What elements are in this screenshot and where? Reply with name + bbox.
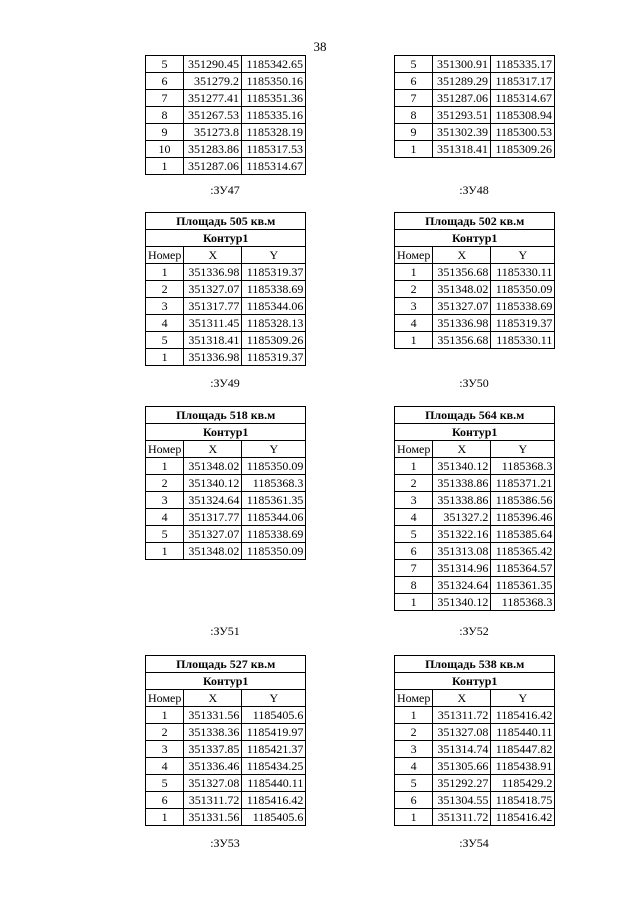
y-value: 1185361.35 [242,492,306,509]
y-value: 1185447.82 [491,741,555,758]
table-row [395,594,555,611]
x-value: 351317.77 [184,298,242,315]
point-number: 2 [146,475,184,492]
header-row [146,247,306,264]
coordinate-table-block [145,55,306,175]
area-title: Площадь 518 кв.м [146,407,306,424]
x-value: 351327.07 [433,298,491,315]
x-value: 351348.02 [184,543,242,560]
area-title: Площадь 538 кв.м [395,656,555,673]
coordinate-table [394,212,555,349]
y-value: 1185330.11 [491,264,555,281]
contour-title: Контур1 [395,230,555,247]
table-row [395,509,555,526]
coordinate-table-block [394,55,555,158]
x-value: 351302.39 [433,124,491,141]
x-value: 351356.68 [433,332,491,349]
table-row [146,124,306,141]
x-value: 351336.98 [184,264,242,281]
point-number: 5 [395,526,433,543]
header-x: X [184,247,242,264]
point-number: 1 [395,332,433,349]
y-value: 1185368.3 [242,475,306,492]
coordinate-table-block [394,655,555,826]
point-number: 2 [395,475,433,492]
x-value: 351348.02 [433,281,491,298]
point-number: 8 [395,107,433,124]
table-row [146,758,306,775]
y-value: 1185309.26 [242,332,306,349]
x-value: 351289.29 [433,73,491,90]
table-caption: :ЗУ48 [459,183,489,197]
y-value: 1185438.91 [491,758,555,775]
y-value: 1185319.37 [242,349,306,366]
point-number: 4 [146,315,184,332]
table-row [395,775,555,792]
y-value: 1185418.75 [491,792,555,809]
x-value: 351314.96 [433,560,491,577]
x-value: 351336.98 [184,349,242,366]
coordinate-table [394,655,555,826]
header-row [395,247,555,264]
y-value: 1185421.37 [242,741,306,758]
header-x: X [433,247,491,264]
point-number: 3 [146,741,184,758]
coordinate-table-block [145,212,306,366]
x-value: 351340.12 [184,475,242,492]
y-value: 1185386.56 [491,492,555,509]
x-value: 351318.41 [184,332,242,349]
y-value: 1185440.11 [491,724,555,741]
table-row [146,73,306,90]
y-value: 1185396.46 [491,509,555,526]
table-row [146,475,306,492]
table-caption: :ЗУ54 [459,836,489,850]
x-value: 351311.45 [184,315,242,332]
x-value: 351338.86 [433,492,491,509]
table-row [146,298,306,315]
area-title: Площадь 527 кв.м [146,656,306,673]
table-row [146,315,306,332]
y-value: 1185368.3 [491,594,555,611]
header-y: Y [491,690,555,707]
coordinate-table-block [145,655,306,826]
point-number: 3 [395,298,433,315]
y-value: 1185434.25 [242,758,306,775]
y-value: 1185335.17 [491,56,555,73]
y-value: 1185330.11 [491,332,555,349]
header-y: Y [491,441,555,458]
point-number: 10 [146,141,184,158]
table-row [146,526,306,543]
point-number: 2 [395,281,433,298]
header-x: X [433,441,491,458]
table-row [146,792,306,809]
point-number: 5 [395,775,433,792]
x-value: 351317.77 [184,509,242,526]
table-row [395,560,555,577]
point-number: 9 [146,124,184,141]
y-value: 1185300.53 [491,124,555,141]
y-value: 1185338.69 [242,281,306,298]
y-value: 1185344.06 [242,298,306,315]
table-row [146,158,306,175]
y-value: 1185350.09 [242,458,306,475]
table-row [395,792,555,809]
point-number: 5 [146,775,184,792]
area-row [395,407,555,424]
contour-row [395,673,555,690]
point-number: 1 [395,458,433,475]
x-value: 351290.45 [184,56,242,73]
point-number: 7 [146,90,184,107]
header-number: Номер [395,247,433,264]
x-value: 351336.98 [433,315,491,332]
table-row [395,124,555,141]
area-row [395,656,555,673]
header-number: Номер [146,247,184,264]
y-value: 1185319.37 [491,315,555,332]
table-row [146,707,306,724]
x-value: 351338.36 [184,724,242,741]
coordinate-table-block [394,212,555,349]
x-value: 351324.64 [184,492,242,509]
y-value: 1185350.16 [242,73,306,90]
point-number: 4 [395,758,433,775]
table-row [146,56,306,73]
x-value: 351305.66 [433,758,491,775]
point-number: 1 [146,458,184,475]
y-value: 1185351.36 [242,90,306,107]
point-number: 3 [395,492,433,509]
area-title: Площадь 502 кв.м [395,213,555,230]
table-caption: :ЗУ47 [210,183,240,197]
header-row [395,690,555,707]
contour-row [395,230,555,247]
y-value: 1185405.6 [242,707,306,724]
area-row [146,656,306,673]
area-row [146,213,306,230]
area-row [146,407,306,424]
x-value: 351293.51 [433,107,491,124]
point-number: 8 [146,107,184,124]
table-row [395,90,555,107]
point-number: 1 [395,141,433,158]
table-row [395,73,555,90]
contour-title: Контур1 [146,673,306,690]
coordinate-table [145,406,306,560]
header-row [146,441,306,458]
x-value: 351324.64 [433,577,491,594]
x-value: 351336.46 [184,758,242,775]
contour-title: Контур1 [395,424,555,441]
point-number: 2 [146,724,184,741]
contour-row [146,230,306,247]
y-value: 1185350.09 [491,281,555,298]
table-row [146,281,306,298]
y-value: 1185350.09 [242,543,306,560]
area-title: Площадь 564 кв.м [395,407,555,424]
point-number: 4 [395,315,433,332]
table-row [146,809,306,826]
x-value: 351331.56 [184,707,242,724]
point-number: 1 [395,594,433,611]
header-number: Номер [395,441,433,458]
point-number: 1 [395,707,433,724]
y-value: 1185317.17 [491,73,555,90]
table-row [146,332,306,349]
table-row [395,809,555,826]
point-number: 9 [395,124,433,141]
y-value: 1185364.57 [491,560,555,577]
table-row [146,458,306,475]
contour-row [146,673,306,690]
x-value: 351327.08 [433,724,491,741]
contour-row [395,424,555,441]
table-row [395,56,555,73]
point-number: 7 [395,90,433,107]
table-row [395,741,555,758]
table-row [395,475,555,492]
y-value: 1185368.3 [491,458,555,475]
coordinate-table-block [145,406,306,560]
header-y: Y [242,690,306,707]
x-value: 351304.55 [433,792,491,809]
x-value: 351311.72 [433,707,491,724]
table-row [146,264,306,281]
x-value: 351340.12 [433,594,491,611]
point-number: 1 [146,264,184,281]
y-value: 1185405.6 [242,809,306,826]
table-row [395,577,555,594]
point-number: 1 [146,158,184,175]
table-row [395,458,555,475]
header-number: Номер [146,441,184,458]
table-row [146,349,306,366]
table-caption: :ЗУ50 [459,376,489,390]
point-number: 1 [146,809,184,826]
coordinate-table [394,55,555,158]
x-value: 351322.16 [433,526,491,543]
coordinate-table [145,655,306,826]
coordinate-table [145,212,306,366]
x-value: 351311.72 [184,792,242,809]
point-number: 4 [146,758,184,775]
table-row [146,107,306,124]
header-number: Номер [395,690,433,707]
header-y: Y [242,441,306,458]
y-value: 1185342.65 [242,56,306,73]
y-value: 1185416.42 [242,792,306,809]
y-value: 1185319.37 [242,264,306,281]
x-value: 351287.06 [433,90,491,107]
table-row [395,141,555,158]
x-value: 351300.91 [433,56,491,73]
x-value: 351273.8 [184,124,242,141]
y-value: 1185416.42 [491,809,555,826]
point-number: 6 [146,73,184,90]
area-title: Площадь 505 кв.м [146,213,306,230]
table-row [395,332,555,349]
area-row [395,213,555,230]
table-row [395,543,555,560]
point-number: 1 [395,809,433,826]
point-number: 4 [395,509,433,526]
table-row [395,758,555,775]
contour-title: Контур1 [395,673,555,690]
header-number: Номер [146,690,184,707]
coordinate-table-block [394,406,555,611]
point-number: 3 [146,298,184,315]
point-number: 5 [146,526,184,543]
contour-title: Контур1 [146,424,306,441]
contour-row [146,424,306,441]
x-value: 351283.86 [184,141,242,158]
y-value: 1185335.16 [242,107,306,124]
table-row [146,141,306,158]
point-number: 5 [146,332,184,349]
y-value: 1185314.67 [491,90,555,107]
table-caption: :ЗУ51 [210,624,240,638]
header-y: Y [242,247,306,264]
table-row [395,281,555,298]
table-row [146,90,306,107]
point-number: 6 [395,73,433,90]
x-value: 351314.74 [433,741,491,758]
point-number: 2 [395,724,433,741]
x-value: 351318.41 [433,141,491,158]
table-row [395,492,555,509]
y-value: 1185308.94 [491,107,555,124]
header-x: X [184,690,242,707]
y-value: 1185338.69 [491,298,555,315]
table-caption: :ЗУ49 [210,376,240,390]
point-number: 6 [395,543,433,560]
table-row [146,543,306,560]
point-number: 2 [146,281,184,298]
point-number: 3 [146,492,184,509]
table-caption: :ЗУ52 [459,624,489,638]
point-number: 4 [146,509,184,526]
table-row [395,526,555,543]
x-value: 351327.08 [184,775,242,792]
x-value: 351277.41 [184,90,242,107]
point-number: 7 [395,560,433,577]
x-value: 351292.27 [433,775,491,792]
point-number: 1 [146,543,184,560]
point-number: 8 [395,577,433,594]
x-value: 351337.85 [184,741,242,758]
y-value: 1185440.11 [242,775,306,792]
point-number: 1 [146,707,184,724]
table-row [146,775,306,792]
y-value: 1185317.53 [242,141,306,158]
x-value: 351331.56 [184,809,242,826]
y-value: 1185361.35 [491,577,555,594]
point-number: 6 [146,792,184,809]
point-number: 6 [395,792,433,809]
y-value: 1185338.69 [242,526,306,543]
y-value: 1185365.42 [491,543,555,560]
point-number: 1 [146,349,184,366]
table-row [395,724,555,741]
page-number: 38 [313,39,327,54]
y-value: 1185328.19 [242,124,306,141]
x-value: 351279.2 [184,73,242,90]
table-row [146,724,306,741]
table-row [395,707,555,724]
x-value: 351287.06 [184,158,242,175]
x-value: 351348.02 [184,458,242,475]
table-row [395,264,555,281]
y-value: 1185328.13 [242,315,306,332]
y-value: 1185416.42 [491,707,555,724]
x-value: 351327.07 [184,281,242,298]
table-caption: :ЗУ53 [210,836,240,850]
y-value: 1185309.26 [491,141,555,158]
table-row [395,315,555,332]
x-value: 351311.72 [433,809,491,826]
table-row [146,741,306,758]
header-row [146,690,306,707]
y-value: 1185419.97 [242,724,306,741]
y-value: 1185385.64 [491,526,555,543]
table-row [146,509,306,526]
point-number: 5 [395,56,433,73]
x-value: 351327.2 [433,509,491,526]
coordinate-table [145,55,306,175]
x-value: 351327.07 [184,526,242,543]
table-row [395,298,555,315]
header-y: Y [491,247,555,264]
x-value: 351356.68 [433,264,491,281]
y-value: 1185314.67 [242,158,306,175]
point-number: 5 [146,56,184,73]
y-value: 1185344.06 [242,509,306,526]
table-row [395,107,555,124]
x-value: 351267.53 [184,107,242,124]
point-number: 1 [395,264,433,281]
header-x: X [433,690,491,707]
table-row [146,492,306,509]
contour-title: Контур1 [146,230,306,247]
header-row [395,441,555,458]
y-value: 1185429.2 [491,775,555,792]
y-value: 1185371.21 [491,475,555,492]
x-value: 351340.12 [433,458,491,475]
x-value: 351338.86 [433,475,491,492]
point-number: 3 [395,741,433,758]
header-x: X [184,441,242,458]
x-value: 351313.08 [433,543,491,560]
coordinate-table [394,406,555,611]
